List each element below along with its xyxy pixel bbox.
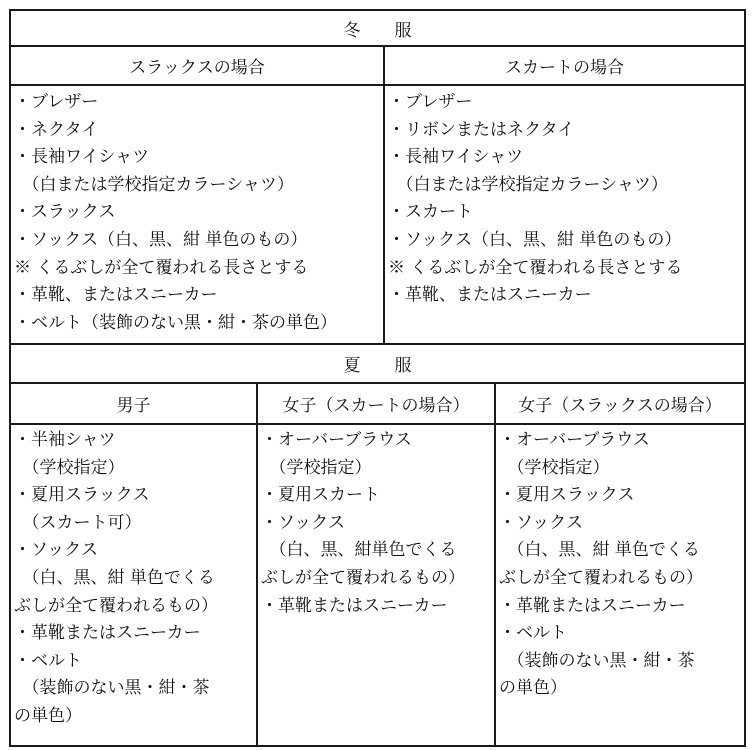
winter-slacks-header: スラックスの場合 bbox=[129, 58, 265, 78]
list-item: ・ネクタイ bbox=[14, 119, 99, 140]
list-item: ※ くるぶしが全て覆われる長さとする bbox=[14, 257, 309, 278]
list-item: ・ベルト bbox=[499, 623, 567, 644]
list-item: ・長袖ワイシャツ bbox=[388, 147, 524, 168]
list-item: ぶしが全て覆われるもの） bbox=[261, 567, 465, 588]
list-item: （白または学校指定カラーシャツ） bbox=[388, 174, 668, 195]
list-item: （装飾のない黒・紺・茶 bbox=[14, 678, 210, 699]
winter-skirt-header: スカートの場合 bbox=[505, 58, 624, 78]
list-item: （白または学校指定カラーシャツ） bbox=[14, 174, 294, 195]
list-item: ・ソックス bbox=[261, 512, 345, 533]
summer-male-list bbox=[14, 427, 256, 731]
list-item: ※ くるぶしが全て覆われる長さとする bbox=[388, 257, 683, 278]
list-item: ・リボンまたはネクタイ bbox=[388, 119, 575, 140]
list-item: ・革靴またはスニーカー bbox=[14, 623, 201, 644]
list-item: ・長袖ワイシャツ bbox=[14, 147, 150, 168]
divider-summer-1 bbox=[256, 382, 258, 747]
summer-title: 夏 服 bbox=[343, 356, 412, 376]
list-item: （装飾のない黒・紺・茶 bbox=[499, 650, 695, 671]
list-item: （白、黒、紺 単色でくる bbox=[14, 567, 215, 588]
summer-female-slacks-header: 女子（スラックスの場合） bbox=[518, 396, 722, 416]
list-item: ・オーバーブラウス bbox=[261, 430, 412, 450]
list-item: ・オーバーブラウス bbox=[499, 430, 650, 450]
list-item: （学校指定） bbox=[499, 457, 610, 478]
list-item: （スカート可） bbox=[14, 512, 142, 533]
list-item: ・ブレザー bbox=[14, 92, 99, 112]
list-item: ・夏用スラックス bbox=[14, 485, 150, 506]
list-item: ・革靴またはスニーカー bbox=[261, 595, 448, 616]
list-item: の単色） bbox=[499, 678, 567, 699]
divider-winter bbox=[383, 45, 385, 344]
summer-male-header: 男子 bbox=[116, 396, 151, 416]
list-item: （学校指定） bbox=[14, 457, 125, 478]
list-item: ・ベルト bbox=[14, 650, 82, 671]
list-item: ・スカート bbox=[388, 202, 473, 223]
list-item: ・ベルト（装飾のない黒・紺・茶の単色） bbox=[14, 312, 337, 333]
list-item: ・スラックス bbox=[14, 202, 116, 223]
list-item: ・革靴、またはスニーカー bbox=[388, 285, 592, 306]
winter-title: 冬 服 bbox=[343, 20, 412, 41]
list-item: （白、黒、紺 単色でくる bbox=[499, 540, 700, 561]
list-item: ・半袖シャツ bbox=[14, 430, 116, 450]
list-item: （学校指定） bbox=[261, 457, 372, 478]
summer-female-skirt-list bbox=[261, 427, 494, 620]
winter-skirt-list bbox=[388, 89, 744, 310]
list-item: ・夏用スカート bbox=[261, 485, 380, 506]
summer-female-slacks-list bbox=[499, 427, 744, 703]
list-item: ・ブレザー bbox=[388, 92, 473, 112]
list-item: （白、黒、紺単色でくる bbox=[261, 540, 457, 561]
list-item: ぶしが全て覆われるもの） bbox=[499, 567, 703, 588]
list-item: ・革靴、またはスニーカー bbox=[14, 285, 218, 306]
list-item: ・ソックス（白、黒、紺 単色のもの） bbox=[14, 229, 308, 250]
winter-slacks-list bbox=[14, 89, 382, 337]
rule-winter-headers bbox=[9, 84, 746, 86]
list-item: ・夏用スラックス bbox=[499, 485, 635, 506]
divider-summer-2 bbox=[494, 382, 496, 747]
list-item: ・ソックス bbox=[14, 540, 98, 561]
list-item: の単色） bbox=[14, 705, 82, 726]
list-item: ・ソックス bbox=[499, 512, 583, 533]
list-item: ・ソックス（白、黒、紺 単色のもの） bbox=[388, 229, 682, 250]
list-item: ・革靴またはスニーカー bbox=[499, 595, 686, 616]
rule-summer-headers bbox=[9, 423, 746, 425]
summer-female-skirt-header: 女子（スカートの場合） bbox=[282, 396, 470, 416]
list-item: ぶしが全て覆われるもの） bbox=[14, 595, 218, 616]
